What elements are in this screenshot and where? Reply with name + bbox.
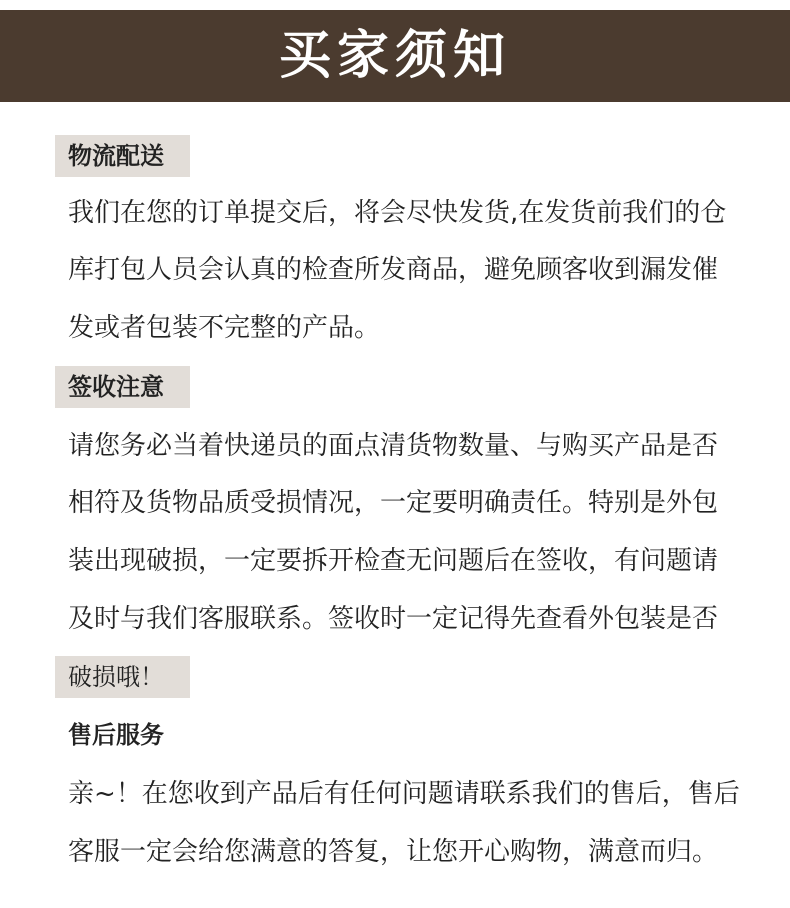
section-label-receipt: 签收注意 <box>55 366 190 408</box>
shipping-text-line: 我们在您的订单提交后，将会尽快发货,在发货前我们的仓 <box>68 198 727 228</box>
receipt-text-line: 相符及货物品质受损情况，一定要明确责任。特别是外包 <box>68 488 719 518</box>
section-heading-after-sales: 售后服务 <box>68 721 164 749</box>
section-label-shipping: 物流配送 <box>55 135 190 177</box>
shipping-text-line: 库打包人员会认真的检查所发商品，避免顾客收到漏发催 <box>68 255 719 285</box>
receipt-text-line: 装出现破损，一定要拆开检查无问题后在签收，有问题请 <box>68 546 719 576</box>
after-sales-text-line: 客服一定会给您满意的答复，让您开心购物，满意而归。 <box>68 837 719 867</box>
shipping-text-line: 发或者包装不完整的产品。 <box>68 313 381 343</box>
receipt-tail-box: 破损哦！ <box>55 656 190 698</box>
title-banner <box>0 10 790 102</box>
after-sales-text-line: 亲~！在您收到产品后有任何问题请联系我们的售后，售后 <box>68 779 740 809</box>
page-title: 买家须知 <box>278 26 511 86</box>
receipt-text-line: 及时与我们客服联系。签收时一定记得先查看外包装是否 <box>68 604 719 634</box>
receipt-text-line: 请您务必当着快递员的面点清货物数量、与购买产品是否 <box>68 431 719 461</box>
